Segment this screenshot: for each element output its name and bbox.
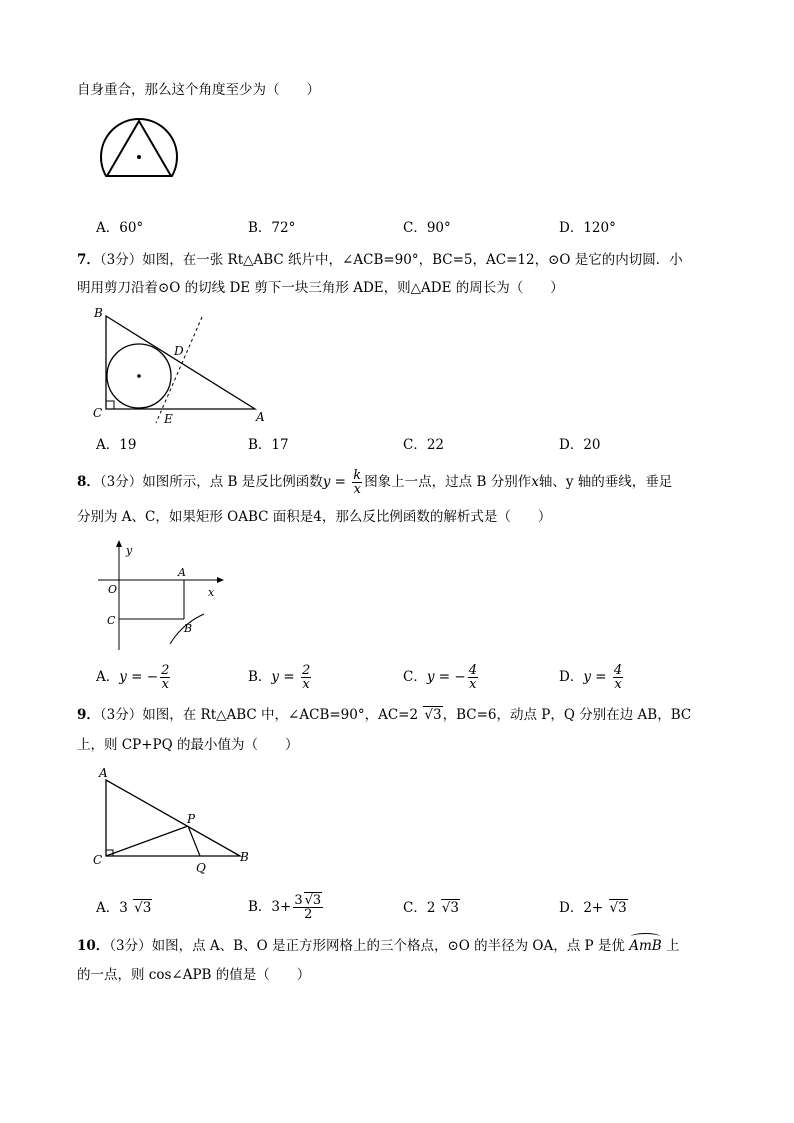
q9-option-a-coef: 3 — [119, 900, 128, 916]
q8-label-c: C — [107, 614, 116, 627]
q8-option-a-fraction — [160, 664, 170, 691]
q8-option-d-den: x — [614, 677, 622, 692]
q10-stem-text-1b: 上 — [665, 938, 680, 954]
q9-option-b-prefix: 3+ — [271, 899, 292, 915]
q8-option-a-lhs: y = − — [119, 669, 159, 685]
q8-option-b-num: 2 — [301, 663, 311, 678]
q8-y-axis-arrow — [116, 540, 122, 547]
q8-option-b-fraction — [301, 664, 311, 691]
q6-option-a[interactable]: A．60° — [96, 220, 144, 236]
q8-option-b[interactable] — [248, 662, 313, 692]
q9-option-c-coef: 2 — [426, 900, 436, 916]
q7-option-a[interactable]: A．19 — [96, 437, 137, 453]
q9-stem-radicand: 3 — [433, 707, 442, 723]
q6-center-dot — [137, 155, 141, 159]
q6-option-d[interactable]: D．120° — [559, 220, 616, 236]
q9-option-d-letter: D． — [559, 900, 584, 916]
q7-number: 7． — [77, 252, 100, 268]
q9-label-a: A — [99, 766, 108, 780]
q9-label-c: C — [93, 853, 103, 867]
q9-label-b: B — [240, 850, 249, 864]
q7-stem-line-1 — [77, 251, 683, 269]
q7-right-angle-mark — [106, 401, 114, 409]
q8-option-a-den: x — [161, 677, 169, 692]
q9-option-d-prefix: 2+ — [583, 900, 604, 916]
q9-option-b-fraction — [293, 894, 323, 921]
q8-option-a-letter: A． — [96, 669, 120, 685]
q8-option-d-fraction — [613, 664, 623, 691]
q7-stem-text-1: （3分）如图，在一张 Rt△ABC 纸片中，∠ACB=90°，BC=5，AC=12，⊙O 是它的内切圆．小 — [99, 252, 683, 268]
q8-stem-line-1 — [77, 468, 672, 496]
q8-stem-text-1b: 图象上一点，过点 B 分别作 — [364, 474, 532, 490]
q9-option-c-radical: √3 — [441, 900, 459, 916]
q8-label-b: B — [184, 622, 193, 635]
q8-label-x: x — [208, 586, 215, 599]
q7-tangent-de — [156, 317, 202, 423]
q7-option-d[interactable]: D．20 — [559, 437, 601, 453]
q9-option-a[interactable] — [96, 899, 152, 917]
q9-segment-cp — [106, 826, 188, 856]
q9-stem-text-1b: ，BC=6，动点 P，Q 分别在边 AB，BC — [442, 707, 692, 723]
q8-option-c-lhs: y = − — [426, 669, 466, 685]
q8-option-d[interactable] — [559, 662, 625, 692]
q8-stem-text-1c: 轴、y 轴的垂线，垂足 — [538, 474, 673, 490]
q8-x-axis-word: x — [531, 474, 539, 490]
q10-number: 10． — [77, 938, 110, 954]
q9-option-d-radicand: 3 — [618, 900, 627, 916]
q9-option-a-radicand: 3 — [142, 900, 152, 916]
q9-option-b[interactable] — [248, 889, 325, 925]
q9-stem-line-1 — [77, 706, 691, 724]
q8-option-c[interactable] — [403, 662, 480, 692]
q7-label-d: D — [174, 344, 184, 358]
q9-option-d[interactable] — [559, 899, 628, 917]
q8-option-a-num: 2 — [161, 663, 170, 678]
q8-func-y: y — [322, 474, 331, 490]
q8-stem-text-1a: （3分）如图所示，点 B 是反比例函数 — [99, 474, 323, 490]
q8-number: 8． — [77, 474, 100, 490]
q6-figure-full — [96, 115, 182, 177]
q7-figure — [88, 305, 278, 430]
q9-option-a-letter: A． — [96, 900, 120, 916]
q8-label-o: O — [108, 583, 118, 596]
q10-major-arc-amb: AmB — [629, 934, 661, 955]
q8-option-d-letter: D． — [559, 669, 584, 685]
q9-option-c[interactable] — [403, 899, 460, 917]
q8-option-a[interactable] — [96, 662, 172, 692]
q8-option-b-den: x — [302, 677, 310, 692]
q9-option-b-num-coef: 3 — [294, 893, 303, 908]
q9-number: 9． — [77, 707, 100, 723]
q8-func-x: x — [353, 482, 361, 497]
q7-option-b[interactable]: B．17 — [248, 437, 289, 453]
q9-figure — [90, 765, 260, 877]
q8-x-axis-arrow — [217, 577, 224, 583]
q9-option-a-radical: √3 — [134, 900, 152, 916]
q8-option-c-letter: C． — [403, 669, 427, 685]
q8-option-d-num: 4 — [613, 663, 623, 678]
q7-stem-line-2: 明用剪刀沿着⊙O 的切线 DE 剪下一块三角形 ADE，则△ADE 的周长为（ ） — [77, 280, 564, 296]
q10-stem-line-1 — [77, 934, 679, 955]
q9-option-b-denominator: 2 — [304, 907, 313, 922]
q9-option-d-radical: √3 — [609, 900, 627, 916]
q7-label-e: E — [164, 412, 173, 426]
q10-stem-line-2: 的一点，则 cos∠APB 的值是（ ） — [77, 967, 311, 983]
q9-option-b-num-radicand: 3 — [312, 893, 322, 908]
q9-option-b-num-radical: √3 — [304, 893, 322, 908]
q7-label-c: C — [93, 406, 103, 420]
q8-label-a: A — [178, 566, 186, 579]
q8-stem-line-2: 分别为 A、C，如果矩形 OABC 面积是4，那么反比例函数的解析式是（ ） — [77, 509, 552, 525]
q6-option-b[interactable]: B．72° — [248, 220, 296, 236]
q7-option-c[interactable]: C．22 — [403, 437, 445, 453]
q6-stem-tail: 自身重合，那么这个角度至少为（ ） — [77, 82, 320, 98]
q9-stem-radical: √3 — [424, 707, 442, 723]
q9-option-c-letter: C． — [403, 900, 427, 916]
q8-option-d-lhs: y = — [583, 669, 611, 685]
q8-option-c-num: 4 — [468, 663, 477, 678]
q8-option-c-den: x — [469, 677, 477, 692]
q8-func-fraction — [352, 469, 362, 496]
q7-triangle-abc — [106, 316, 255, 409]
q9-label-p: P — [187, 812, 196, 826]
q7-label-a: A — [256, 410, 265, 424]
q9-label-q: Q — [196, 861, 206, 875]
q10-stem-text-1a: （3分）如图，点 A、B、O 是正方形网格上的三个格点，⊙O 的半径为 OA，点 P 是优 — [109, 938, 625, 954]
q9-option-c-radicand: 3 — [450, 900, 459, 916]
q9-stem-text-1a: （3分）如图，在 Rt△ABC 中，∠ACB=90°，AC=2 — [99, 707, 419, 723]
q7-incircle-center — [137, 374, 141, 378]
q8-option-c-fraction — [468, 664, 478, 691]
q8-label-y: y — [126, 544, 133, 557]
q6-option-c[interactable]: C．90° — [403, 220, 451, 236]
q9-stem-line-2: 上，则 CP+PQ 的最小值为（ ） — [77, 737, 299, 753]
q9-option-b-letter: B． — [248, 899, 272, 915]
q8-option-b-letter: B． — [248, 669, 272, 685]
q8-func-k: k — [353, 468, 362, 483]
q8-option-b-lhs: y = — [271, 669, 299, 685]
q8-func-eq: = — [330, 474, 351, 490]
q9-option-b-numerator — [293, 894, 323, 908]
q8-figure — [92, 538, 232, 653]
q7-label-b: B — [94, 306, 103, 320]
q9-triangle-abc — [106, 780, 240, 856]
